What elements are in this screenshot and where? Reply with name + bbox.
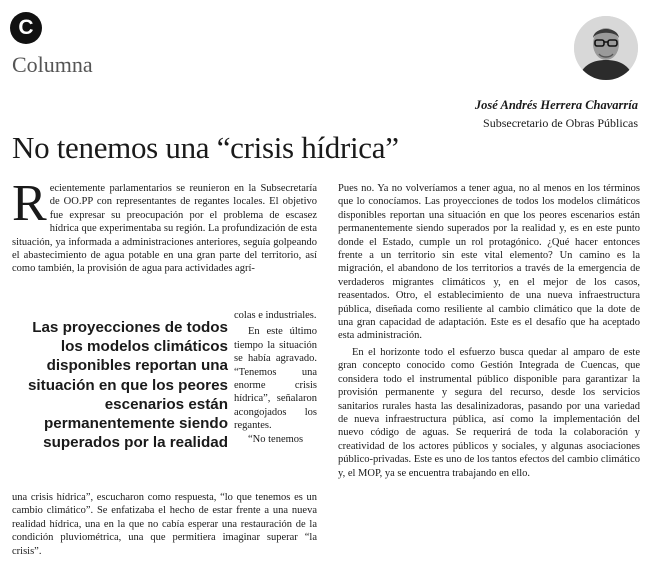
paragraph-1-end: colas e industriales.: [234, 310, 317, 321]
paragraph-1: [12, 175, 317, 276]
author-role: Subsecretario de Obras Públicas: [483, 116, 638, 130]
author-photo: [574, 16, 638, 80]
column-2: [338, 182, 640, 480]
paragraph-3: una crisis hídrica”, escucharon como respuesta, “lo que tenemos es un cambio climático”. Se enfatizaba el hecho de estar frente a una nueva realidad hídrica, una en la que no cabía esperar una restauración de la condición pluviométrica, una que permitiera imaginar superar “la crisis”.: [12, 492, 317, 557]
column-logo: C: [10, 12, 42, 44]
headline: No tenemos una “crisis hídrica”: [12, 130, 399, 165]
paragraph-5: En el horizonte todo el esfuerzo busca quedar al amparo de este gran concepto conocido como Gestión Integrada de Cuencas, que considera todo el instrumental público disponible para garantizar la provisión permanente y segura del recurso, desde los servicios sanitarios rurales hasta las desalinizadoras, pasando por una variedad de nueva infraestructura pública, así como la implementación del nuevo código de aguas. Se requerirá de toda la colaboración y creatividad de los actores públicos y sociales, y algunas asociaciones público-privadas. Este es uno de los tantos efectos del cambio climático y, el MOP, ya se encuentra trabajando en ello.: [338, 346, 640, 479]
section-label: Columna: [12, 52, 93, 77]
paragraph-3-start: “No tenemos: [248, 433, 304, 445]
paragraph-1-text: ecientemente parlamentarios se reunieron en la Subsecretaría de OO.PP con representantes de regantes locales. El objetivo fue expresar su preocupación por el problema de escasez hídrica que experimentaba su región. La profundización de esta situación, ya informada a administraciones anteriores, seguía golpeando el abastecimiento de agua potable en una gran parte del territorio, así como también, la provisión de agua para actividades agrí-: [12, 183, 317, 275]
column-1-top: [12, 175, 317, 276]
column-1-narrow: [234, 309, 317, 446]
column-1-bottom: [12, 491, 317, 558]
author-name: José Andrés Herrera Chavarría: [474, 98, 638, 112]
paragraph-4: Pues no. Ya no volveríamos a tener agua, no al menos en los términos que lo conocíamos. Las proyecciones de todos los modelos climáticos disponibles reportan una situación en que los peores escenarios están permanentemente siendo superados por la realidad y, es en este punto donde el Estado, cumple un rol protagónico. ¿Qué hacer entonces frente a un territorio sin este vital elemento? Un camino es la migración, el abandono de los territorios a través de la emergencia de verdaderos migrantes climáticos y, en el mejor de los casos, reasentados. Otro, el establecimiento de una nueva infraestructura pública, diseñada como resiliente al cambio climático que la dote de una gran capacidad de adaptación. Este es el desafío que ha aceptado esta administración.: [338, 183, 640, 342]
pull-quote: Las proyecciones de todos los modelos climáticos disponibles reportan una situación en que los peores escenarios están permanentemente siendo superados por la realidad: [27, 319, 228, 452]
drop-cap: R: [12, 175, 47, 232]
paragraph-2: En este último tiempo la situación se había agravado. “Tenemos una enorme crisis hídrica”, señalaron acongojados los regantes.: [234, 326, 317, 432]
